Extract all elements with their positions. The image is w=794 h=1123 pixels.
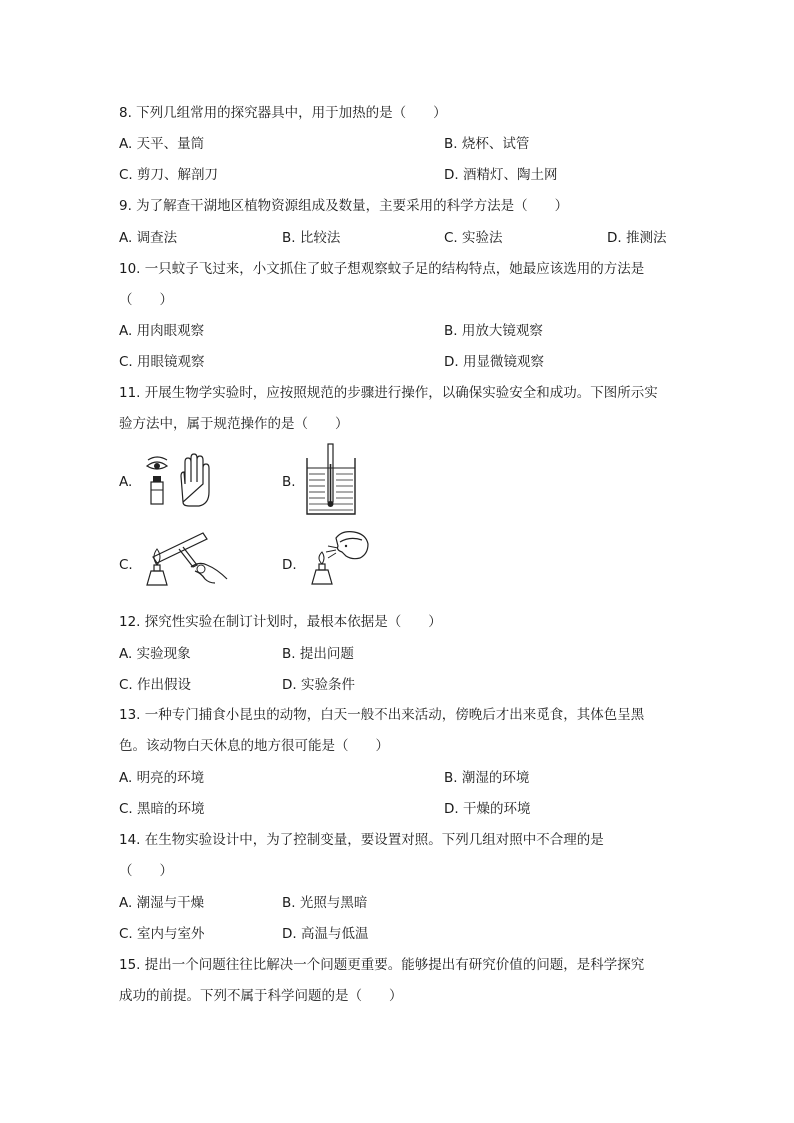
figure-d-label: D. [282,557,297,573]
figure-c-test-tube-heating [143,527,233,593]
question-9-stem: 9. 为了解查干湖地区植物资源组成及数量，主要采用的科学方法是（ ） [119,198,569,214]
figure-a-label: A. [119,474,133,490]
question-8-option-c: C. 剪刀、解剖刀 [119,167,219,183]
question-13-option-c: C. 黑暗的环境 [119,801,205,817]
question-8-option-b: B. 烧杯、试管 [444,136,530,152]
question-14-stem-line2: （ ） [119,863,173,879]
figure-c-label: C. [119,557,133,573]
figure-a-smelling-bottle [145,452,215,516]
question-15-stem-line1: 15. 提出一个问题往往比解决一个问题更重要。能够提出有研究价值的问题，是科学探究 [119,957,645,973]
figure-b-thermometer-beaker [303,444,359,520]
question-8-stem: 8. 下列几组常用的探究器具中，用于加热的是（ ） [119,105,447,121]
question-15-stem-line2: 成功的前提。下列不属于科学问题的是（ ） [119,988,403,1004]
question-8-option-a: A. 天平、量筒 [119,136,205,152]
figure-b-label: B. [282,474,296,490]
question-11-stem-line1: 11. 开展生物学实验时，应按照规范的步骤进行操作，以确保实验安全和成功。下图所示实 [119,385,658,401]
question-12-option-d: D. 实验条件 [282,677,355,693]
question-14-stem-line1: 14. 在生物实验设计中，为了控制变量，要设置对照。下列几组对照中不合理的是 [119,832,604,848]
question-9-option-c: C. 实验法 [444,230,503,246]
question-11-stem-line2: 验方法中，属于规范操作的是（ ） [119,416,349,432]
question-10-option-b: B. 用放大镜观察 [444,323,543,339]
question-13-stem-line1: 13. 一种专门捕食小昆虫的动物，白天一般不出来活动，傍晚后才出来觅食，其体色呈黑 [119,707,645,723]
question-14-option-a: A. 潮湿与干燥 [119,895,205,911]
question-10-option-a: A. 用肉眼观察 [119,323,205,339]
question-10-stem-line1: 10. 一只蚊子飞过来，小文抓住了蚊子想观察蚊子足的结构特点，她最应该选用的方法是 [119,261,645,277]
question-12-option-b: B. 提出问题 [282,646,354,662]
figure-d-blowing-lamp [302,528,372,590]
question-13-stem-line2: 色。该动物白天休息的地方很可能是（ ） [119,738,389,754]
question-9-option-a: A. 调查法 [119,230,178,246]
question-9-option-b: B. 比较法 [282,230,341,246]
question-12-option-a: A. 实验现象 [119,646,191,662]
question-12-option-c: C. 作出假设 [119,677,192,693]
question-8-option-d: D. 酒精灯、陶土网 [444,167,558,183]
question-10-option-d: D. 用显微镜观察 [444,354,544,370]
question-9-option-d: D. 推测法 [607,230,667,246]
question-13-option-d: D. 干燥的环境 [444,801,531,817]
question-10-option-c: C. 用眼镜观察 [119,354,205,370]
question-13-option-a: A. 明亮的环境 [119,770,205,786]
question-13-option-b: B. 潮湿的环境 [444,770,530,786]
question-10-stem-line2: （ ） [119,292,173,308]
question-14-option-b: B. 光照与黑暗 [282,895,368,911]
question-14-option-d: D. 高温与低温 [282,926,369,942]
question-14-option-c: C. 室内与室外 [119,926,205,942]
question-12-stem: 12. 探究性实验在制订计划时，最根本依据是（ ） [119,614,442,630]
